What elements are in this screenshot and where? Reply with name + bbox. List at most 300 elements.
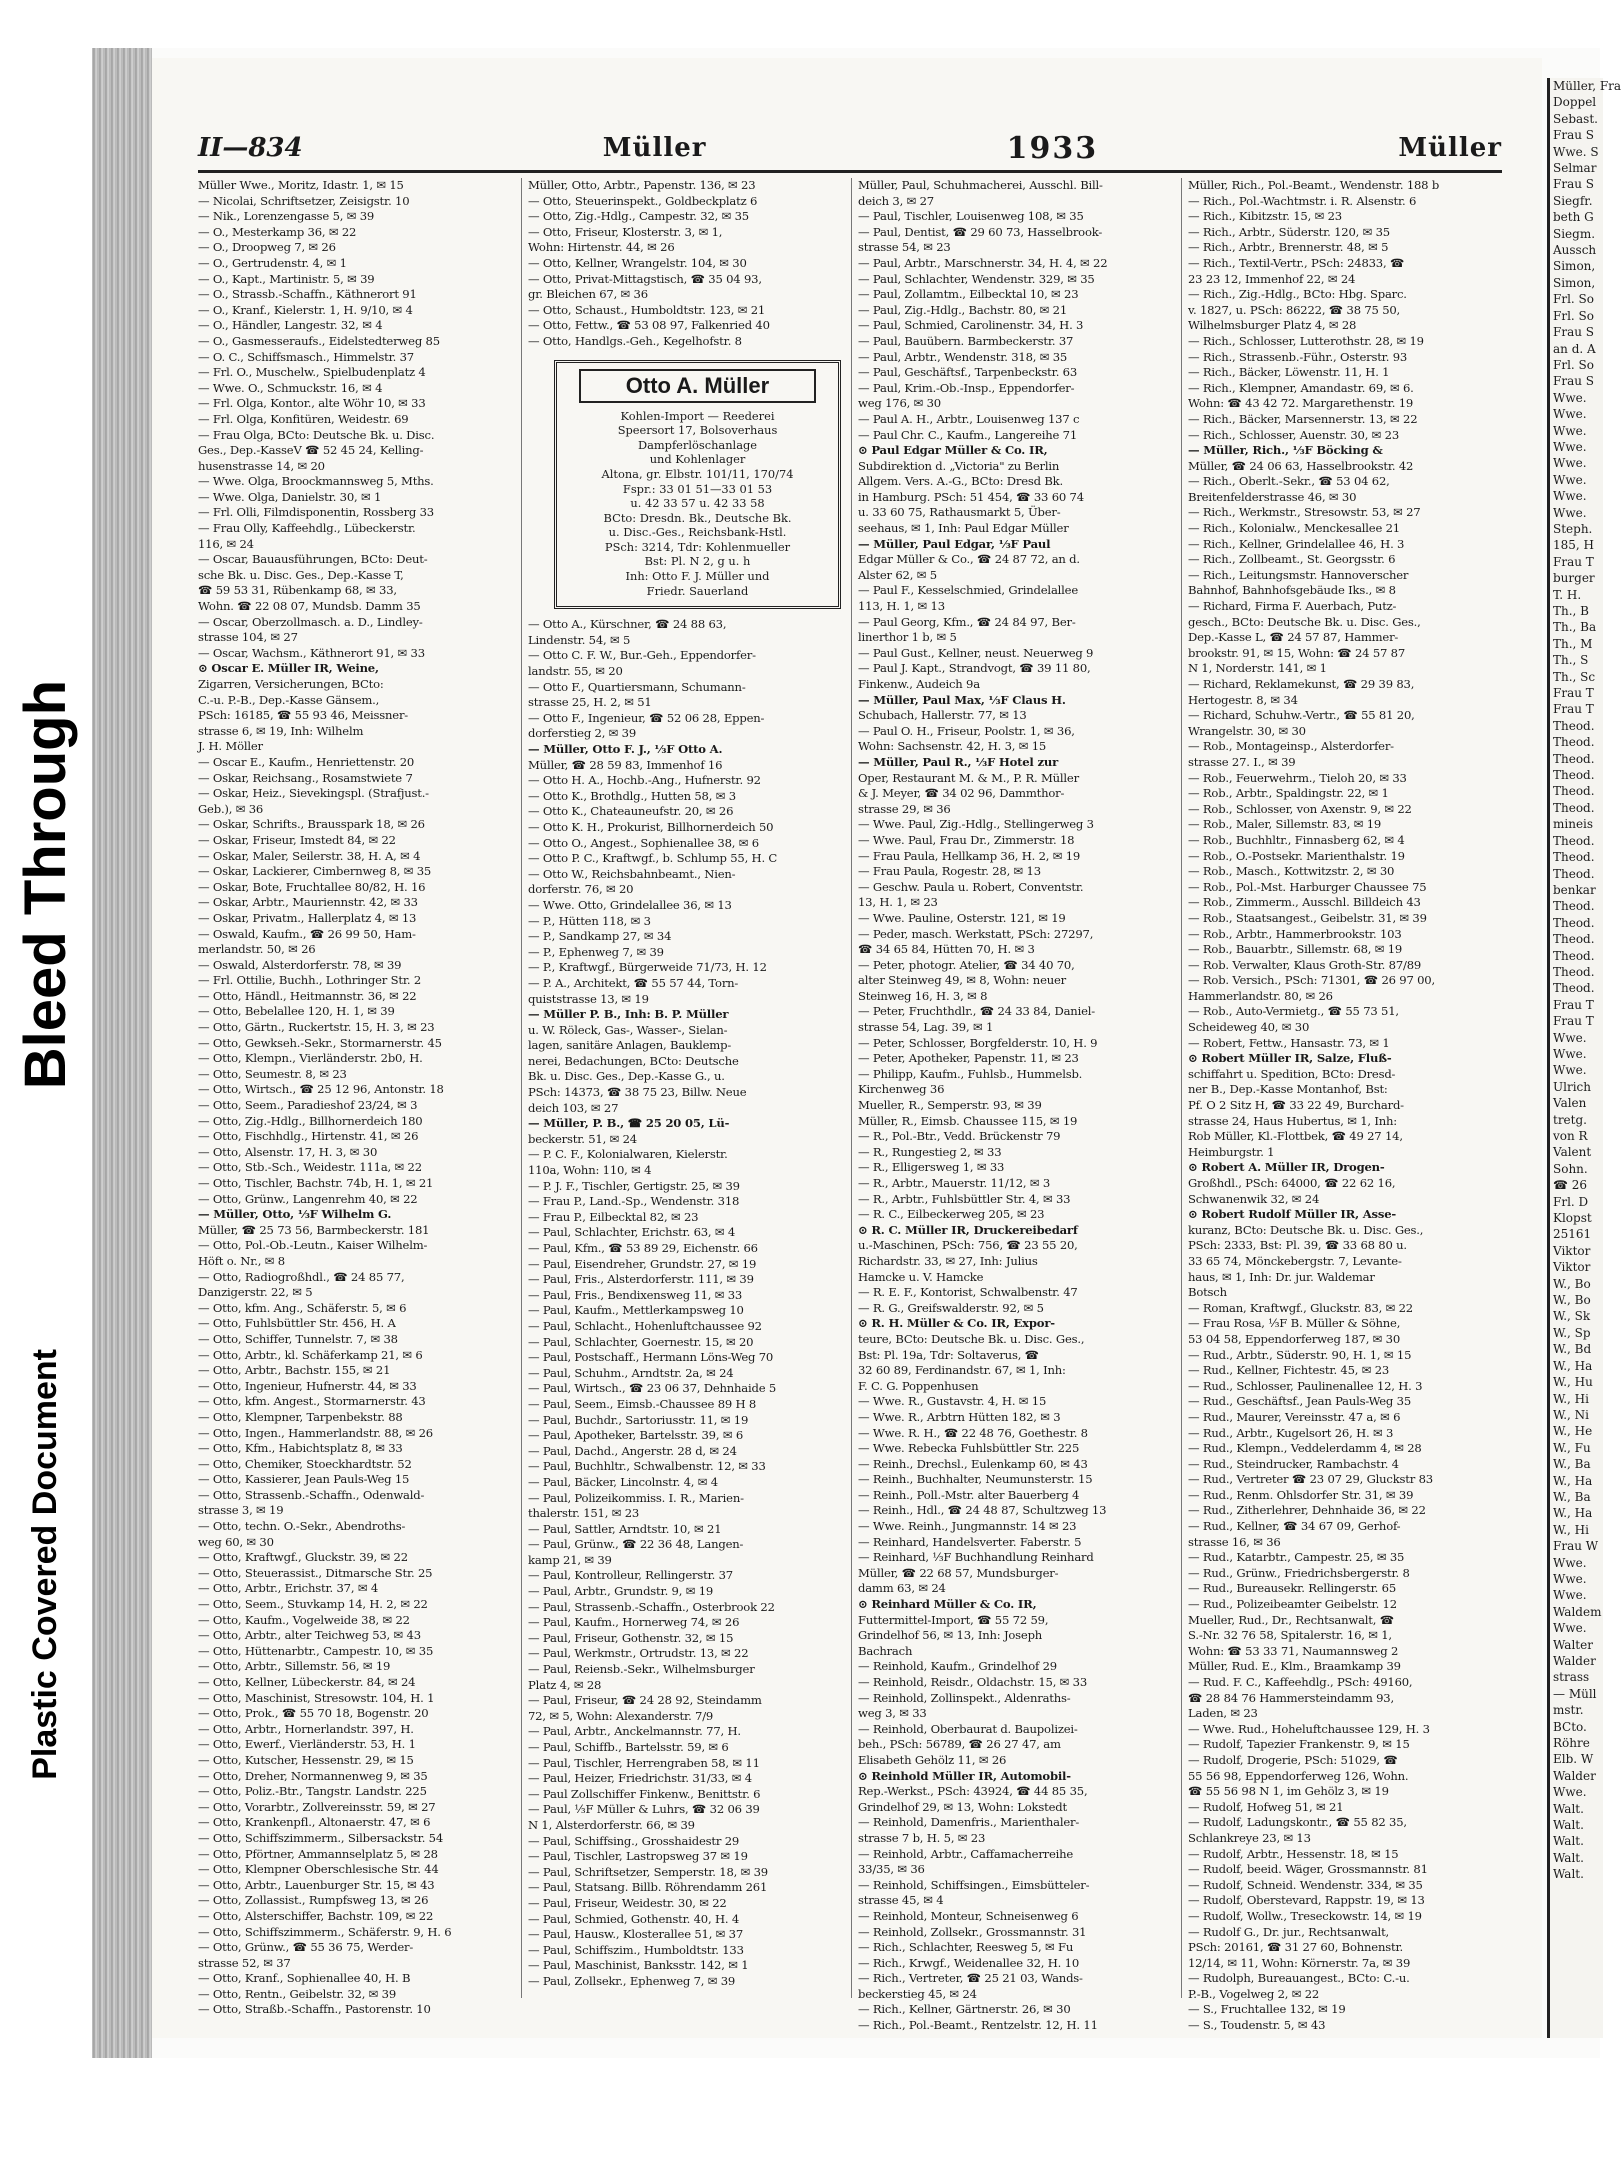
- directory-entry: — Otto, Kellner, Lübeckerstr. 84, ✉ 24: [198, 1675, 416, 1689]
- directory-entry: N 1, Norderstr. 141, ✉ 1: [1188, 661, 1327, 676]
- directory-entry: ⊙ R. H. Müller & Co. IR, Expor-: [858, 1316, 1055, 1331]
- directory-entry: — Rud., Polizeibeamter Geibelstr. 12: [1188, 1597, 1397, 1612]
- advertisement-box: [554, 360, 841, 610]
- directory-entry: Müller, Rich., Pol.-Beamt., Wendenstr. 188 b: [1188, 178, 1440, 192]
- directory-entry: — Frl. O., Muschelw., Spielbudenplatz 4: [198, 365, 426, 380]
- directory-entry: — Paul, Geschäftsf., Tarpenbeckstr. 63: [858, 365, 1078, 380]
- directory-entry: — Paul, Reiensb.-Sekr., Wilhelmsburger: [528, 1662, 755, 1677]
- directory-entry: — R. C., Eilbeckerweg 205, ✉ 23: [858, 1207, 1045, 1222]
- directory-entry: PSch: 14373, ☎ 38 75 23, Billw. Neue: [528, 1085, 747, 1100]
- directory-entry: Schlankreye 23, ✉ 13: [1188, 1830, 1311, 1845]
- directory-entry: Lindenstr. 54, ✉ 5: [528, 632, 631, 647]
- directory-entry: quiststrasse 13, ✉ 19: [528, 991, 649, 1006]
- header-name-left: Müller: [602, 133, 707, 163]
- directory-entry: beh., PSch: 56789, ☎ 26 27 47, am: [858, 1737, 1061, 1752]
- adjacent-page-text: von R: [1553, 1129, 1588, 1143]
- directory-entry: ner B., Dep.-Kasse Montanhof, Bst:: [1188, 1082, 1388, 1097]
- directory-entry: Heimburgstr. 1: [1188, 1144, 1275, 1159]
- advertisement-name: Otto A. Müller: [579, 369, 816, 403]
- page-header: [198, 130, 1502, 166]
- directory-entry: — Paul, Zollsekr., Ephenweg 7, ✉ 39: [528, 1973, 736, 1988]
- directory-entry: — Peder, masch. Werkstatt, PSch: 27297,: [858, 926, 1094, 941]
- directory-entry: — Müller P. B., Inh: B. P. Müller: [528, 1007, 729, 1022]
- directory-entry: Rep.-Werkst., PSch: 43924, ☎ 44 85 35,: [858, 1784, 1088, 1799]
- adjacent-page-text: Valen: [1553, 1096, 1587, 1111]
- directory-entry: — Otto, Maschinist, Stresowstr. 104, H. 1: [198, 1690, 435, 1705]
- directory-entry: — Rob., O.-Postsekr. Marienthalstr. 19: [1188, 848, 1405, 863]
- directory-entry: — Otto, Händl., Heitmannstr. 36, ✉ 22: [198, 988, 417, 1003]
- directory-entry: — Robert, Fettw., Hansastr. 73, ✉ 1: [1188, 1035, 1390, 1050]
- directory-entry: — Wwe. Pauline, Osterstr. 121, ✉ 19: [858, 910, 1066, 925]
- header-year: 1933: [1006, 130, 1099, 166]
- adjacent-page-text: Frau T: [1553, 1014, 1594, 1029]
- adjacent-page-text: Walter: [1553, 1637, 1593, 1652]
- directory-entry: — Paul, Kfm., ☎ 53 89 29, Eichenstr. 66: [528, 1241, 758, 1255]
- adjacent-page-text: Frl. D: [1553, 1194, 1589, 1209]
- adjacent-page-text: Wwe.: [1553, 423, 1587, 438]
- header-name-right: Müller: [1398, 133, 1502, 163]
- advertisement-line: Kohlen-Import — Reederei: [620, 408, 775, 423]
- advertisement-line: Altona, gr. Elbstr. 101/11, 170/74: [601, 466, 794, 481]
- directory-entry: — Otto, Ewerf., Vierländerstr. 53, H. 1: [198, 1737, 416, 1752]
- adjacent-page-text: W., Bo: [1553, 1293, 1591, 1308]
- directory-entry: — O., Gertrudenstr. 4, ✉ 1: [198, 255, 347, 270]
- directory-entry: — P., Sandkamp 27, ✉ 34: [528, 929, 672, 944]
- directory-entry: 33/35, ✉ 36: [858, 1862, 925, 1877]
- directory-entry: — Rob., Feuerwehrm., Tieloh 20, ✉ 33: [1188, 770, 1407, 785]
- directory-entry: — O., Gasmesseraufs., Eidelstedterweg 85: [198, 333, 440, 348]
- directory-entry: — Otto, Arbtr., Bachstr. 155, ✉ 21: [198, 1363, 391, 1378]
- directory-entry: — Otto, Seumestr. 8, ✉ 23: [198, 1066, 347, 1081]
- directory-entry: — Paul, Kaufm., Mettlerkampsweg 10: [528, 1303, 744, 1318]
- directory-entry: u. W. Röleck, Gas-, Wasser-, Sielan-: [528, 1022, 728, 1037]
- directory-entry: — Paul, Kontrolleur, Rellingerstr. 37: [528, 1568, 733, 1583]
- directory-entry: — Paul, Schiffsing., Grosshaidestr 29: [528, 1833, 740, 1848]
- directory-entry: P.-B., Vogelweg 2, ✉ 22: [1188, 1986, 1320, 2001]
- directory-entry: — Oskar, Lackierer, Cimbernweg 8, ✉ 35: [198, 864, 432, 879]
- directory-entry: — Otto, Bebelallee 120, H. 1, ✉ 39: [198, 1004, 395, 1019]
- directory-entry: — Paul, Schlachter, Erichstr. 63, ✉ 4: [528, 1225, 736, 1240]
- directory-entry: weg 60, ✉ 30: [198, 1534, 274, 1549]
- directory-entry: — Otto, Alsterschiffer, Bachstr. 109, ✉ 22: [198, 1908, 434, 1923]
- adjacent-page-text: Theod.: [1553, 915, 1595, 930]
- header-rule: [198, 170, 1502, 173]
- directory-entry: teure, BCto: Deutsche Bk. u. Disc. Ges.,: [858, 1331, 1085, 1346]
- adjacent-page-text: Wwe.: [1553, 390, 1587, 405]
- page-number: II—834: [198, 133, 303, 163]
- column-2: [522, 178, 852, 1998]
- directory-entry: — P., Hütten 118, ✉ 3: [528, 913, 651, 928]
- directory-entry: ☎ 59 53 31, Rübenkamp 68, ✉ 33,: [198, 583, 397, 598]
- directory-columns: [192, 178, 1512, 2033]
- directory-entry: Botsch: [1188, 1285, 1227, 1300]
- directory-entry: beckerstr. 51, ✉ 24: [528, 1131, 637, 1146]
- adjacent-page-text: W., Ha: [1553, 1473, 1593, 1488]
- adjacent-page-text: Frl. So: [1553, 292, 1594, 307]
- directory-entry: — Otto, Rentn., Geibelstr. 32, ✉ 39: [198, 1986, 397, 2001]
- adjacent-page-text: mineis: [1553, 817, 1594, 832]
- directory-entry: — Paul A. H., Arbtr., Louisenweg 137 c: [858, 411, 1080, 426]
- directory-entry: — Oswald, Kaufm., ☎ 26 99 50, Ham-: [198, 926, 416, 941]
- directory-entry: alter Steinweg 49, ✉ 8, Wohn: neuer: [858, 973, 1066, 988]
- adjacent-page-text: W., Ha: [1553, 1358, 1593, 1373]
- directory-entry: — P., Ephenweg 7, ✉ 39: [528, 944, 664, 959]
- adjacent-page-text: Theod.: [1553, 768, 1595, 783]
- directory-entry: — Paul, Arbtr., Marschnerstr. 34, H. 4, ✉ 22: [858, 255, 1108, 270]
- adjacent-page-text: Theod.: [1553, 833, 1595, 848]
- directory-entry: — Paul, Buchhltr., Schwalbenstr. 12, ✉ 33: [528, 1459, 766, 1474]
- directory-entry: Bst: Pl. 19a, Tdr: Soltaverus, ☎: [858, 1347, 1039, 1362]
- directory-entry: — Rob., Arbtr., Spaldingstr. 22, ✉ 1: [1188, 786, 1389, 801]
- directory-entry: gesch., BCto: Deutsche Bk. u. Disc. Ges.,: [1188, 614, 1421, 629]
- directory-entry: in Hamburg. PSch: 51 454, ☎ 33 60 74: [858, 489, 1084, 504]
- adjacent-page-text: Wwe.: [1553, 1571, 1587, 1586]
- adjacent-page-text: 25161: [1553, 1227, 1592, 1242]
- directory-entry: — Frau Paula, Rogestr. 28, ✉ 13: [858, 864, 1041, 879]
- directory-entry: — Rudolf, Arbtr., Hessenstr. 18, ✉ 15: [1188, 1846, 1399, 1861]
- directory-entry: ⊙ Reinhold Müller IR, Automobil-: [858, 1768, 1071, 1783]
- directory-entry: — Geschw. Paula u. Robert, Conventstr.: [858, 879, 1084, 894]
- directory-entry: — Reinhold, Zollsekr., Grossmannstr. 31: [858, 1924, 1087, 1939]
- adjacent-page-text: Wwe.: [1553, 439, 1587, 454]
- directory-entry: — Paul Gust., Kellner, neust. Neuerweg 9: [858, 645, 1094, 660]
- adjacent-page-text: Viktor: [1553, 1243, 1591, 1258]
- directory-entry: — Otto P. C., Kraftwgf., b. Schlump 55, H. C: [528, 851, 778, 866]
- adjacent-page-text: beth G: [1553, 210, 1594, 225]
- directory-entry: — Rich., Schlachter, Reesweg 5, ✉ Fu: [858, 1940, 1074, 1955]
- directory-entry: — Otto, Kraftwgf., Gluckstr. 39, ✉ 22: [198, 1550, 408, 1565]
- column-4: [1182, 178, 1512, 2033]
- directory-entry: — Rob., Auto-Vermietg., ☎ 55 73 51,: [1188, 1004, 1399, 1019]
- adjacent-page-text: Theod.: [1553, 964, 1595, 979]
- directory-entry: — Paul, Eisendreher, Grundstr. 27, ✉ 19: [528, 1256, 757, 1271]
- directory-entry: v. 1827, u. PSch: 86222, ☎ 38 75 50,: [1188, 302, 1401, 317]
- adjacent-page-text: Ulrich: [1553, 1079, 1591, 1094]
- directory-entry: — Otto, Schiffer, Tunnelstr. 7, ✉ 38: [198, 1331, 398, 1346]
- directory-entry: Hammerlandstr. 80, ✉ 26: [1188, 988, 1333, 1003]
- directory-entry: — P. C. F., Kolonialwaren, Kielerstr.: [528, 1147, 728, 1162]
- directory-entry: & J. Meyer, ☎ 34 02 96, Dammthor-: [858, 786, 1065, 801]
- directory-entry: nerei, Bedachungen, BCto: Deutsche: [528, 1053, 739, 1068]
- directory-entry: — Otto, Poliz.-Btr., Tangstr. Landstr. 225: [198, 1784, 427, 1799]
- directory-entry: ⊙ Robert A. Müller IR, Drogen-: [1188, 1160, 1385, 1175]
- directory-entry: — Richard, Schuhw.-Vertr., ☎ 55 81 20,: [1188, 708, 1415, 723]
- adjacent-page-text: Wwe.: [1553, 1555, 1587, 1570]
- adjacent-page-text: Theod.: [1553, 751, 1595, 766]
- adjacent-page-text: Th., M: [1553, 636, 1593, 651]
- book-binding: [92, 48, 152, 2058]
- directory-entry: Grindelhof 29, ✉ 13, Wohn: Lokstedt: [858, 1799, 1067, 1814]
- directory-entry: — Wwe. Olga, Broockmannsweg 5, Mths.: [198, 474, 434, 489]
- adjacent-page-text: Wwe.: [1553, 407, 1587, 422]
- directory-entry: damm 63, ✉ 24: [858, 1581, 946, 1596]
- directory-entry: — Rich., Arbtr., Süderstr. 120, ✉ 35: [1188, 224, 1390, 239]
- directory-entry: 33 65 74, Mönckebergstr. 7, Levante-: [1188, 1253, 1402, 1268]
- adjacent-page-text: T. H.: [1553, 587, 1582, 602]
- directory-entry: — Rud., Arbtr., Kugelsort 26, H. ✉ 3: [1188, 1425, 1394, 1440]
- directory-entry: — Paul, Fris., Bendixensweg 11, ✉ 33: [528, 1287, 743, 1302]
- directory-entry: — O. C., Schiffsmasch., Himmelstr. 37: [198, 349, 414, 364]
- directory-entry: — Paul, Kaufm., Hornerweg 74, ✉ 26: [528, 1615, 740, 1630]
- directory-entry: — Rud., Vertreter ☎ 23 07 29, Gluckstr 83: [1188, 1472, 1433, 1487]
- directory-entry: ☎ 34 65 84, Hütten 70, H. ✉ 3: [858, 942, 1035, 957]
- directory-entry: S.-Nr. 32 76 58, Spitalerstr. 16, ✉ 1,: [1188, 1628, 1392, 1643]
- directory-entry: — Reinhold, Reisdr., Oldachstr. 15, ✉ 33: [858, 1675, 1088, 1689]
- advertisement-line: PSch: 3214, Tdr: Kohlenmueller: [604, 539, 791, 554]
- directory-entry: ⊙ Robert Rudolf Müller IR, Asse-: [1188, 1207, 1396, 1222]
- directory-entry: — Reinhold, Kaufm., Grindelhof 29: [858, 1659, 1057, 1674]
- directory-entry: — Rud., Klempn., Veddelerdamm 4, ✉ 28: [1188, 1441, 1422, 1456]
- directory-entry: — Frl. Olga, Konfitüren, Weidestr. 69: [198, 411, 409, 426]
- directory-entry: — Paul, Hausw., Klosterallee 51, ✉ 37: [528, 1927, 744, 1942]
- directory-entry: Bahnhof, Bahnhofsgebäude Iks., ✉ 8: [1188, 583, 1396, 598]
- directory-entry: strasse 29, ✉ 36: [858, 801, 951, 816]
- adjacent-page-text: Theod.: [1553, 948, 1595, 963]
- directory-entry: deich 3, ✉ 27: [858, 193, 934, 208]
- directory-entry: — Rob., Zimmerm., Ausschl. Billdeich 43: [1188, 895, 1421, 910]
- directory-entry: — Müller, P. B., ☎ 25 20 05, Lü-: [528, 1116, 730, 1131]
- directory-entry: ⊙ Paul Edgar Müller & Co. IR,: [858, 443, 1048, 458]
- overlay-labels: [0, 680, 90, 1780]
- directory-entry: — Rich., Strassenb.-Führ., Osterstr. 93: [1188, 349, 1408, 364]
- directory-entry: — Rob. Verwalter, Klaus Groth-Str. 87/89: [1188, 957, 1422, 972]
- directory-entry: — Rich., Zollbeamt., St. Georgsstr. 6: [1188, 552, 1396, 567]
- directory-entry: — O., Strassb.-Schaffn., Käthnerort 91: [198, 287, 417, 302]
- directory-entry: — Rudolf, beeid. Wäger, Grossmannstr. 81: [1188, 1862, 1428, 1877]
- adjacent-page-text: Wwe.: [1553, 1621, 1587, 1636]
- directory-entry: — Paul, Bauübern. Barmbeckerstr. 37: [858, 333, 1074, 348]
- directory-entry: Müller, ☎ 25 73 56, Barmbeckerstr. 181: [198, 1222, 430, 1237]
- directory-entry: Alster 62, ✉ 5: [858, 567, 937, 582]
- directory-entry: — Oscar E., Kaufm., Henriettenstr. 20: [198, 754, 415, 769]
- directory-entry: — Paul, Sattler, Arndtstr. 10, ✉ 21: [528, 1521, 722, 1536]
- directory-entry: Mueller, Rud., Dr., Rechtsanwalt, ☎: [1188, 1612, 1394, 1627]
- adjacent-page-text: Walt.: [1553, 1867, 1584, 1882]
- directory-entry: — Rich., Textil-Vertr., PSch: 24833, ☎: [1188, 255, 1405, 270]
- directory-entry: — Rich., Schlosser, Lutterothstr. 28, ✉ 19: [1188, 333, 1424, 348]
- adjacent-page-text: Wwe.: [1553, 1046, 1587, 1061]
- directory-entry: — Nik., Lorenzengasse 5, ✉ 39: [198, 209, 375, 224]
- directory-entry: haus, ✉ 1, Inh: Dr. jur. Waldemar: [1188, 1269, 1375, 1284]
- column-1: [192, 178, 522, 2017]
- directory-entry: — Paul, Schriftsetzer, Semperstr. 18, ✉ 39: [528, 1864, 768, 1879]
- directory-entry: — Rud., Geschäftsf., Jean Pauls-Weg 35: [1188, 1394, 1411, 1409]
- adjacent-page-text: Th., Sc: [1553, 669, 1596, 684]
- directory-entry: dorferstr. 76, ✉ 20: [528, 882, 634, 897]
- directory-entry: — Paul, Schlachter, Goernestr. 15, ✉ 20: [528, 1334, 754, 1349]
- directory-entry: — Otto, Klempn., Vierländerstr. 2b0, H.: [198, 1051, 423, 1066]
- directory-entry: 23 23 12, Immenhof 22, ✉ 24: [1188, 271, 1356, 286]
- directory-entry: Geb.), ✉ 36: [198, 801, 264, 816]
- directory-entry: — Rich., Kolonialw., Menckesallee 21: [1188, 521, 1400, 536]
- directory-entry: — Otto, Tischler, Bachstr. 74b, H. 1, ✉ 21: [198, 1176, 434, 1190]
- adjacent-page-text: mstr.: [1553, 1703, 1584, 1718]
- directory-entry: — Rudolf, Ladungskontr., ☎ 55 82 35,: [1188, 1815, 1407, 1830]
- adjacent-page-text: Selmar: [1553, 161, 1597, 176]
- directory-entry: — Rich., Leitungsmstr. Hannoverscher: [1188, 567, 1409, 582]
- directory-entry: brookstr. 91, ✉ 15, Wohn: ☎ 24 57 87: [1188, 645, 1406, 660]
- directory-entry: — Paul, Arbtr., Grundstr. 9, ✉ 19: [528, 1584, 714, 1599]
- directory-entry: — Otto, Ingenieur, Hufnerstr. 44, ✉ 33: [198, 1378, 417, 1393]
- adjacent-page-text: Sohn.: [1553, 1161, 1588, 1176]
- directory-entry: — Peter, Schlosser, Borgfelderstr. 10, H. 9: [858, 1035, 1098, 1050]
- directory-entry: — Otto, Zollassist., Rumpfsweg 13, ✉ 26: [198, 1893, 429, 1908]
- directory-entry: — Otto, Krankenpfl., Altonaerstr. 47, ✉ 6: [198, 1815, 431, 1830]
- directory-entry: — Müller, Paul Edgar, ⅓F Paul: [858, 536, 1051, 551]
- directory-entry: — Rob., Buchhltr., Finnasberg 62, ✉ 4: [1188, 832, 1405, 847]
- directory-entry: — Richard, Firma F. Auerbach, Putz-: [1188, 599, 1397, 614]
- adjacent-page-text: Valent: [1553, 1145, 1592, 1160]
- adjacent-page-text: Simon,: [1553, 259, 1596, 274]
- directory-entry: — Frau Rosa, ⅓F B. Müller & Söhne,: [1188, 1316, 1401, 1331]
- adjacent-page-text: Frau T: [1553, 997, 1594, 1012]
- adjacent-page-text: Frau S: [1553, 325, 1594, 340]
- directory-entry: — Otto A., Kürschner, ☎ 24 88 63,: [528, 617, 727, 632]
- directory-entry: — Wwe. R., Gustavstr. 4, H. ✉ 15: [858, 1394, 1047, 1409]
- directory-entry: — Otto, Chemiker, Stoeckhardtstr. 52: [198, 1456, 412, 1471]
- directory-entry: — Rich., Pol.-Wachtmstr. i. R. Alsenstr. 6: [1188, 193, 1417, 208]
- directory-entry: 53 04 58, Eppendorferweg 187, ✉ 30: [1188, 1331, 1401, 1346]
- directory-entry: — Otto, Kellner, Wrangelstr. 104, ✉ 30: [528, 255, 747, 270]
- adjacent-page-text: Wwe.: [1553, 1785, 1587, 1800]
- directory-entry: 110a, Wohn: 110, ✉ 4: [528, 1163, 652, 1178]
- directory-entry: — Rich., Arbtr., Brennerstr. 48, ✉ 5: [1188, 240, 1389, 255]
- directory-entry: — Otto, Seem., Paradieshof 23/24, ✉ 3: [198, 1098, 418, 1113]
- directory-entry: — Paul, Friseur, ☎ 24 28 92, Steindamm: [528, 1693, 762, 1708]
- directory-entry: — Paul, Buchdr., Sartoriusstr. 11, ✉ 19: [528, 1412, 749, 1427]
- directory-entry: — Rud. F. C., Kaffeehdlg., PSch: 49160,: [1188, 1675, 1413, 1689]
- directory-entry: strasse 54, ✉ 23: [858, 240, 951, 255]
- directory-entry: schiffahrt u. Spedition, BCto: Dresd-: [1188, 1066, 1396, 1081]
- directory-entry: PSch: 20161, ☎ 31 27 60, Bohnenstr.: [1188, 1940, 1403, 1955]
- directory-entry: dorferstieg 2, ✉ 39: [528, 726, 637, 741]
- directory-entry: 72, ✉ 5, Wohn: Alexanderstr. 7/9: [528, 1708, 714, 1723]
- directory-entry: — Otto, Hüttenarbtr., Campestr. 10, ✉ 35: [198, 1643, 434, 1658]
- directory-entry: — Rich., Klempner, Amandastr. 69, ✉ 6.: [1188, 380, 1414, 395]
- adjacent-page-text: Frau T: [1553, 554, 1594, 569]
- adjacent-page-text: W., Bd: [1553, 1342, 1592, 1357]
- directory-entry: — Rud., Arbtr., Süderstr. 90, H. 1, ✉ 15: [1188, 1347, 1412, 1362]
- directory-entry: — Otto, Zig.-Hdlg., Campestr. 32, ✉ 35: [528, 209, 749, 224]
- adjacent-page-text: ☎ 26: [1553, 1178, 1588, 1193]
- directory-entry: — Otto, Grünw., ☎ 55 36 75, Werder-: [198, 1940, 414, 1955]
- directory-entry: Rob Müller, Kl.-Flottbek, ☎ 49 27 14,: [1188, 1129, 1403, 1144]
- directory-entry: — Paul, Schlachter, Wendenstr. 329, ✉ 35: [858, 271, 1095, 286]
- directory-entry: — Rich., Schlosser, Auenstr. 30, ✉ 23: [1188, 427, 1400, 442]
- directory-entry: — Frau Olly, Kaffeehdlg., Lübeckerstr.: [198, 521, 416, 536]
- directory-entry: Laden, ✉ 23: [1188, 1706, 1258, 1721]
- directory-entry: — Paul, Schlacht., Hohenluftchaussee 92: [528, 1318, 762, 1333]
- directory-entry: PSch: 16185, ☎ 55 93 46, Meissner-: [198, 708, 408, 723]
- directory-entry: weg 176, ✉ 30: [858, 396, 941, 411]
- adjacent-page-text: Wwe. S: [1553, 144, 1599, 159]
- directory-entry: — Wwe. Rud., Hoheluftchaussee 129, H. 3: [1188, 1721, 1430, 1736]
- directory-entry: — Otto K. H., Prokurist, Billhornerdeich 50: [528, 819, 774, 834]
- directory-entry: Platz 4, ✉ 28: [528, 1677, 602, 1692]
- directory-entry: strasse 27. I., ✉ 39: [1188, 754, 1296, 769]
- adjacent-page-text: strass: [1553, 1670, 1590, 1685]
- directory-entry: Grindelhof 56, ✉ 13, Inh: Joseph: [858, 1628, 1043, 1643]
- directory-entry: — Otto, Schiffszimmerm., Silbersackstr. 54: [198, 1830, 444, 1845]
- adjacent-page-text: Wwe.: [1553, 472, 1587, 487]
- directory-entry: — Otto, Arbtr., Lauenburger Str. 15, ✉ 43: [198, 1877, 435, 1892]
- directory-entry: Futtermittel-Import, ☎ 55 72 59,: [858, 1612, 1049, 1627]
- adjacent-page-text: Theod.: [1553, 735, 1595, 750]
- directory-entry: — Reinhold, Monteur, Schneisenweg 6: [858, 1908, 1079, 1923]
- directory-entry: — Rud., Schlosser, Paulinenallee 12, H. 3: [1188, 1378, 1423, 1393]
- directory-entry: — Rob., Masch., Kottwitzstr. 2, ✉ 30: [1188, 864, 1395, 879]
- directory-entry: Wohn: Hirtenstr. 44, ✉ 26: [528, 240, 675, 255]
- directory-entry: — Nicolai, Schriftsetzer, Zeisigstr. 10: [198, 193, 410, 208]
- directory-entry: — Otto C. F. W., Bur.-Geh., Eppendorfer-: [528, 648, 756, 663]
- adjacent-page-text: Theod.: [1553, 784, 1595, 799]
- directory-entry: — Wwe. Rebecka Fuhlsbüttler Str. 225: [858, 1441, 1080, 1456]
- directory-entry: Pf. O 2 Sitz H, ☎ 33 22 49, Burchard-: [1188, 1098, 1404, 1113]
- adjacent-page-text: Steph.: [1553, 521, 1593, 536]
- directory-entry: — Paul, Tischler, Herrengraben 58, ✉ 11: [528, 1755, 760, 1770]
- adjacent-page-text: Frau T: [1553, 702, 1594, 717]
- directory-entry: — Otto, Vorarbtr., Zollvereinsstr. 59, ✉ 27: [198, 1799, 436, 1814]
- directory-entry: ⊙ Robert Müller IR, Salze, Fluß-: [1188, 1051, 1392, 1066]
- directory-entry: Wrangelstr. 30, ✉ 30: [1188, 723, 1306, 738]
- directory-entry: Kirchenweg 36: [858, 1082, 945, 1097]
- directory-entry: Hamcke u. V. Hamcke: [858, 1269, 984, 1284]
- directory-entry: Wohn: Sachsenstr. 42, H. 3, ✉ 15: [858, 739, 1047, 754]
- adjacent-page-text: W., Hi: [1553, 1522, 1589, 1537]
- directory-entry: — Paul, Arbtr., Wendenstr. 318, ✉ 35: [858, 349, 1068, 364]
- adjacent-page-text: Theod.: [1553, 800, 1595, 815]
- directory-entry: — Rich., Pol.-Beamt., Rentzelstr. 12, H. 11: [858, 2018, 1098, 2033]
- directory-entry: — Wwe. O., Schmuckstr. 16, ✉ 4: [198, 380, 383, 395]
- directory-entry: — Otto, Arbtr., Erichstr. 37, ✉ 4: [198, 1581, 378, 1596]
- directory-entry: strasse 52, ✉ 37: [198, 1955, 291, 1970]
- directory-entry: — Rob., Pol.-Mst. Harburger Chaussee 75: [1188, 879, 1427, 894]
- adjacent-page-text: Frau T: [1553, 686, 1594, 701]
- directory-entry: — Otto, Strassenb.-Schaffn., Odenwald-: [198, 1487, 425, 1502]
- adjacent-page-text: Walder: [1553, 1654, 1596, 1668]
- directory-entry: Müller Wwe., Moritz, Idastr. 1, ✉ 15: [198, 178, 404, 192]
- directory-entry: strasse 24, Haus Hubertus, ✉ 1, Inh:: [1188, 1113, 1397, 1128]
- directory-entry: kamp 21, ✉ 39: [528, 1552, 612, 1567]
- directory-entry: — Rob., Staatsangest., Geibelstr. 31, ✉ 39: [1188, 910, 1427, 925]
- directory-entry: — Otto, kfm. Angest., Stormarnerstr. 43: [198, 1394, 426, 1409]
- directory-entry: Breitenfelderstrasse 46, ✉ 30: [1188, 489, 1357, 504]
- directory-entry: — Rud., Bureausekr. Rellingerstr. 65: [1188, 1581, 1397, 1596]
- adjacent-page-text: Theod.: [1553, 981, 1595, 996]
- directory-entry: — Otto, Kaufm., Vogelweide 38, ✉ 22: [198, 1612, 410, 1627]
- directory-entry: — Otto, Schiffszimmerm., Schäferstr. 9, H. 6: [198, 1924, 452, 1939]
- directory-entry: — Rich., Kellner, Gärtnerstr. 26, ✉ 30: [858, 2002, 1071, 2017]
- directory-entry: 12/14, ✉ 11, Wohn: Körnerstr. 7a, ✉ 39: [1188, 1955, 1411, 1970]
- directory-entry: Elisabeth Gehölz 11, ✉ 26: [858, 1752, 1007, 1767]
- directory-entry: ☎ 28 84 76 Hammersteindamm 93,: [1188, 1690, 1394, 1705]
- directory-entry: — Rudolf, Oberstevard, Rappstr. 19, ✉ 13: [1188, 1893, 1425, 1908]
- adjacent-page-text: W., Fu: [1553, 1440, 1591, 1455]
- directory-entry: N 1, Alsterdorferstr. 66, ✉ 39: [528, 1817, 695, 1832]
- directory-entry: — Paul O. H., Friseur, Poolstr. 1, ✉ 36,: [858, 723, 1075, 738]
- adjacent-page-text: Wwe.: [1553, 505, 1587, 520]
- adjacent-page-text: Klopst: [1553, 1211, 1592, 1226]
- directory-entry: — Paul Georg, Kfm., ☎ 24 84 97, Ber-: [858, 614, 1076, 629]
- directory-entry: — Otto H. A., Hochb.-Ang., Hufnerstr. 92: [528, 773, 761, 788]
- directory-entry: — Otto F., Quartiersmann, Schumann-: [528, 679, 746, 694]
- directory-entry: — Rob., Arbtr., Hammerbrookstr. 103: [1188, 926, 1402, 941]
- directory-entry: Ges., Dep.-KasseV ☎ 52 45 24, Kelling-: [198, 443, 424, 458]
- directory-entry: — Otto, techn. O.-Sekr., Abendroths-: [198, 1519, 406, 1534]
- directory-entry: — Rich., Kibitzstr. 15, ✉ 23: [1188, 209, 1342, 224]
- directory-entry: — Paul, Zollamtm., Eilbecktal 10, ✉ 23: [858, 287, 1079, 302]
- directory-entry: 32 60 89, Ferdinandstr. 67, ✉ 1, Inh:: [858, 1363, 1066, 1378]
